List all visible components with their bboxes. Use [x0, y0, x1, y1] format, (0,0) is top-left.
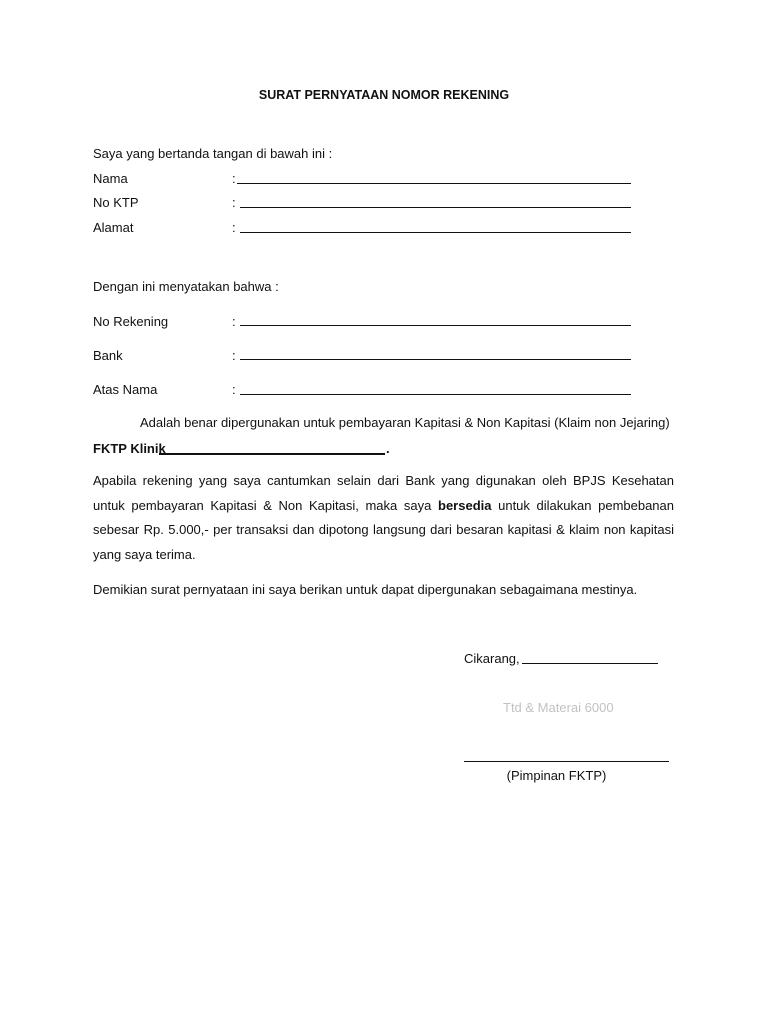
terms-text-start: Apabila rekening yang saya cantumkan selain dari Bank yang digunakan oleh BPJS Kesehatan untuk pembayaran Kapitasi & Non Kapitasi, maka saya	[93, 473, 674, 513]
field-label-no-ktp: No KTP	[93, 195, 139, 210]
field-label-nama: Nama	[93, 171, 128, 186]
date-line	[522, 663, 658, 664]
intro-text: Saya yang bertanda tangan di bawah ini :	[93, 146, 333, 161]
closing-text: Demikian surat pernyataan ini saya berikan untuk dapat dipergunakan sebagaimana mestinya.	[93, 582, 638, 597]
field-label-atas-nama: Atas Nama	[93, 382, 158, 397]
field-line-nama	[237, 183, 631, 184]
terms-paragraph	[93, 469, 674, 567]
field-colon-no-ktp: :	[232, 195, 236, 210]
field-line-atas-nama	[240, 394, 631, 395]
field-line-no-ktp	[240, 207, 631, 208]
field-colon-alamat: :	[232, 220, 236, 235]
terms-bold-word: bersedia	[438, 497, 492, 513]
field-colon-no-rekening: :	[232, 314, 236, 329]
document-title: SURAT PERNYATAAN NOMOR REKENING	[258, 88, 510, 102]
field-line-alamat	[240, 232, 631, 233]
field-colon-bank: :	[232, 348, 236, 363]
signature-hint: Ttd & Materai 6000	[503, 700, 614, 715]
field-colon-nama: :	[232, 171, 236, 186]
fktp-label: FKTP Klinik	[93, 441, 166, 456]
statement-intro: Dengan ini menyatakan bahwa :	[93, 279, 279, 294]
field-line-no-rekening	[240, 325, 631, 326]
usage-text: Adalah benar dipergunakan untuk pembayaran Kapitasi & Non Kapitasi (Klaim non Jejaring)	[140, 415, 670, 430]
signature-line	[464, 761, 669, 762]
field-label-no-rekening: No Rekening	[93, 314, 169, 329]
field-label-alamat: Alamat	[93, 220, 134, 235]
field-line-bank	[240, 359, 631, 360]
field-colon-atas-nama: :	[232, 382, 236, 397]
fktp-period: .	[386, 441, 390, 456]
terms-text-end: untuk dilakukan pembebanan sebesar Rp. 5.000,- per transaksi dan dipotong langsung dari besaran kapitasi & klaim non kapitasi yang saya terima.	[93, 497, 675, 562]
fktp-name-line	[159, 453, 385, 455]
place-label: Cikarang,	[464, 651, 520, 666]
signatory-label: (Pimpinan FKTP)	[506, 768, 607, 783]
field-label-bank: Bank	[93, 348, 123, 363]
